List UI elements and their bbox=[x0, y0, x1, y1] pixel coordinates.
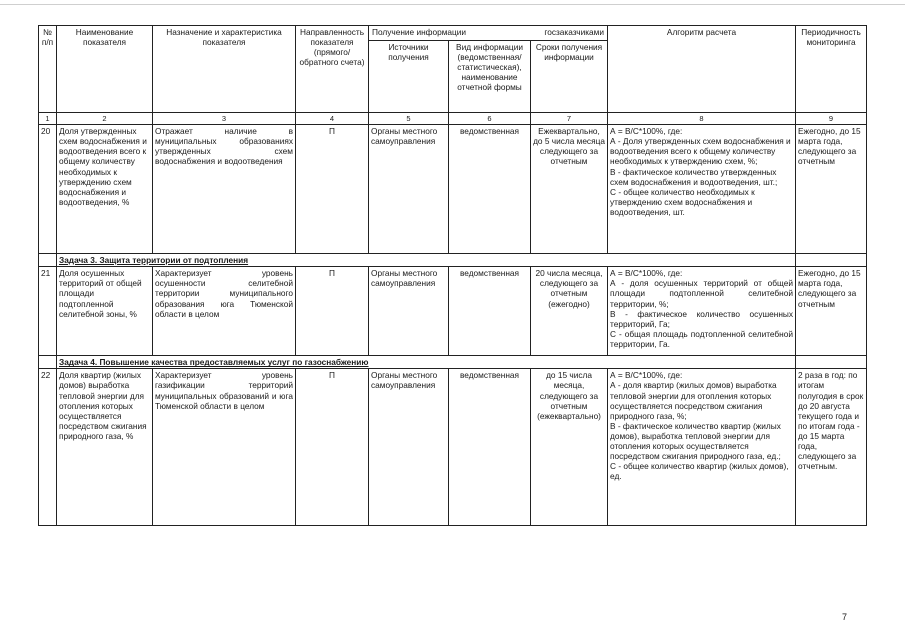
row-direction: П bbox=[296, 369, 369, 526]
row-name: Доля утвержденных схем водоснабжения и водоотведения всего к общему количеству необходимых к утверждению схем водоснабжения и водоотведения, % bbox=[57, 125, 153, 254]
table-row bbox=[39, 267, 867, 356]
header-periodicity: Периодичность мониторинга bbox=[796, 26, 867, 113]
algorithm-line: А = В/С*100%, где: bbox=[610, 268, 683, 279]
algorithm-line: А = В/С*100%, где: bbox=[610, 370, 683, 381]
table-row bbox=[39, 369, 867, 526]
column-number: 1 bbox=[39, 113, 57, 125]
column-number: 5 bbox=[369, 113, 449, 125]
algorithm-line: А - доля квартир (жилых домов) выработка тепловой энергии для отопления которых осуществляется посредством сжигания природного газа, %; bbox=[610, 380, 777, 421]
row-algorithm bbox=[608, 125, 796, 254]
task-spacer bbox=[796, 254, 867, 267]
row-algorithm bbox=[608, 267, 796, 356]
header-purpose: Назначение и характеристика показателя bbox=[153, 26, 296, 113]
header-info-group-left: Получение информации bbox=[372, 27, 467, 37]
page-top-edge bbox=[0, 4, 905, 5]
monitoring-indicators-table bbox=[38, 25, 867, 526]
row-num: 22 bbox=[39, 369, 57, 526]
column-number: 7 bbox=[531, 113, 608, 125]
row-info-type: ведомственная bbox=[449, 125, 531, 254]
algorithm-line: В - фактическое количество осушенных территорий, Га; bbox=[610, 308, 794, 329]
row-direction: П bbox=[296, 125, 369, 254]
row-source: Органы местного самоуправления bbox=[369, 369, 449, 526]
header-name: Наименование показателя bbox=[57, 26, 153, 113]
column-number: 3 bbox=[153, 113, 296, 125]
row-purpose: Отражает наличие в муниципальных образованиях утвержденных схем водоснабжения и водоотведения bbox=[153, 125, 296, 254]
header-info-type: Вид информации (ведомственная/ статистическая), наименование отчетной формы bbox=[449, 41, 531, 113]
row-info-type: ведомственная bbox=[449, 369, 531, 526]
header-info-group-right: госзаказчиками bbox=[544, 27, 605, 37]
header-sources: Источники получения bbox=[369, 41, 449, 113]
table-row bbox=[39, 125, 867, 254]
task-spacer bbox=[39, 356, 57, 369]
page-number: 7 bbox=[842, 612, 848, 622]
algorithm-line: В - фактическое количество утвержденных схем водоснабжения и водоотведения, шт.; bbox=[610, 166, 778, 187]
task-title: Задача 3. Защита территории от подтопления bbox=[57, 254, 796, 267]
algorithm-line: А = В/С*100%, где: bbox=[610, 126, 683, 137]
algorithm-line: В - фактическое количество квартир (жилых домов), выработка тепловой энергии для отопления которых осуществляется посредством сжигания природного газа, ед.; bbox=[610, 420, 781, 462]
row-purpose: Характеризует уровень газификации территорий муниципальных образований и юга Тюменской области в целом bbox=[153, 369, 296, 526]
column-number: 6 bbox=[449, 113, 531, 125]
algorithm-line: С - общее количество необходимых к утверждению схем водоснабжения и водоотведения, шт. bbox=[610, 186, 755, 218]
column-number: 4 bbox=[296, 113, 369, 125]
row-periodicity: 2 раза в год: по итогам полугодия в срок до 20 августа текущего года и по итогам года - до 15 марта года, следующего за отчетным. bbox=[796, 369, 867, 526]
column-number: 2 bbox=[57, 113, 153, 125]
row-direction: П bbox=[296, 267, 369, 356]
task-title: Задача 4. Повышение качества предоставляемых услуг по газоснабжению bbox=[57, 356, 796, 369]
row-periodicity: Ежегодно, до 15 марта года, следующего за отчетным bbox=[796, 125, 867, 254]
header-deadlines: Сроки получения информации bbox=[531, 41, 608, 113]
row-source: Органы местного самоуправления bbox=[369, 267, 449, 356]
row-source: Органы местного самоуправления bbox=[369, 125, 449, 254]
row-purpose: Характеризует уровень осушенности селитебной территории муниципального образования юга Тюменской области в целом bbox=[153, 267, 296, 356]
row-name: Доля квартир (жилых домов) выработка тепловой энергии для отопления которых осуществляется посредством сжигания природного газа, % bbox=[57, 369, 153, 526]
task-spacer bbox=[796, 356, 867, 369]
row-periodicity: Ежегодно, до 15 марта года, следующего за отчетным bbox=[796, 267, 867, 356]
header-num: № п/п bbox=[39, 26, 57, 113]
table-header-row bbox=[39, 26, 867, 41]
task-spacer bbox=[39, 254, 57, 267]
row-info-type: ведомственная bbox=[449, 267, 531, 356]
header-direction: Направленность показателя (прямого/ обратного счета) bbox=[296, 26, 369, 113]
algorithm-line: С - общая площадь подтопленной селитебной территории, Га. bbox=[610, 328, 794, 350]
row-algorithm bbox=[608, 369, 796, 526]
task-row bbox=[39, 254, 867, 267]
task-row bbox=[39, 356, 867, 369]
header-info-group bbox=[369, 26, 608, 41]
algorithm-line: С - общее количество квартир (жилых домов), ед. bbox=[610, 461, 789, 482]
column-number-row bbox=[39, 113, 867, 125]
row-deadline: до 15 числа месяца, следующего за отчетным (ежеквартально) bbox=[531, 369, 608, 526]
header-algorithm: Алгоритм расчета bbox=[608, 26, 796, 113]
column-number: 8 bbox=[608, 113, 796, 125]
row-deadline: Ежеквартально, до 5 числа месяца следующего за отчетным bbox=[531, 125, 608, 254]
algorithm-line: А - доля осушенных территорий от общей площади подтопленной селитебной территории, %; bbox=[610, 278, 794, 309]
row-name: Доля осушенных территорий от общей площади подтопленной селитебной зоны, % bbox=[57, 267, 153, 356]
algorithm-line: А - Доля утвержденных схем водоснабжения и водоотведения всего к общему количеству необходимых к утверждению схем, %; bbox=[610, 136, 791, 167]
row-num: 21 bbox=[39, 267, 57, 356]
row-deadline: 20 числа месяца, следующего за отчетным (ежегодно) bbox=[531, 267, 608, 356]
column-number: 9 bbox=[796, 113, 867, 125]
row-num: 20 bbox=[39, 125, 57, 254]
